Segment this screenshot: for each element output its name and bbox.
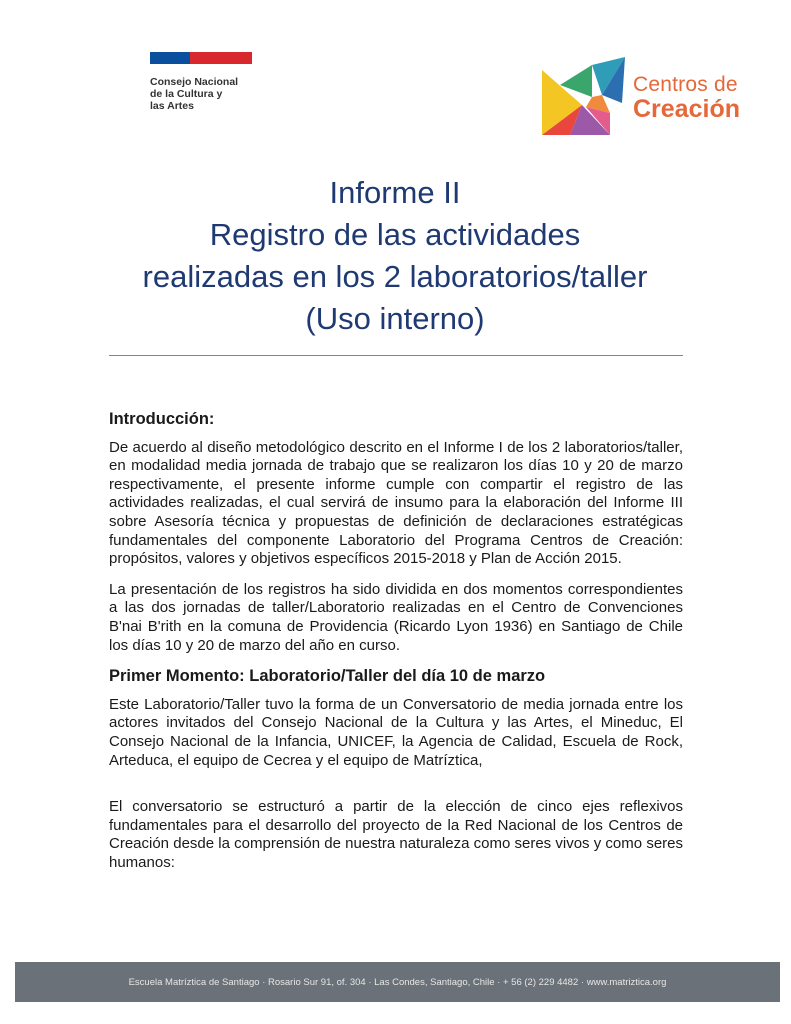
title-line-1: Informe II: [329, 175, 461, 210]
moment-paragraph-2: El conversatorio se estructuró a partir de la elección de cinco ejes reflexivos fundamentales para el desarrollo del proyecto de la Red Nacional de los Centros de Creación desde la comprensión de nuestra naturaleza como seres vivos y como seres humanos:: [109, 798, 683, 871]
intro-heading: Introducción:: [109, 410, 215, 428]
moment-paragraph-1: Este Laboratorio/Taller tuvo la forma de un Conversatorio de media jornada entre los actores invitados del Consejo Nacional de la Cultura y las Artes, el Mineduc, El Consejo Nacional de la Infancia, UNICEF, la Agencia de Calidad, Escuela de Rock, Arteduca, el equipo de Cecrea y el equipo de Matríztica,: [109, 695, 683, 769]
moment-heading: Primer Momento: Laboratorio/Taller del día 10 de marzo: [109, 667, 546, 686]
cnca-logo: [150, 52, 260, 112]
tangram-icon: [540, 55, 630, 140]
document-title: [100, 172, 690, 340]
footer-address: Escuela Matríztica de Santiago · Rosario Sur 91, of. 304 · Las Condes, Santiago, Chile · + 56 (2) 229 4482 · www.matriztica.org: [128, 976, 667, 988]
document-body: [109, 410, 683, 884]
footer-bar: [15, 962, 780, 1002]
creacion-label: Creación: [633, 95, 740, 123]
title-line-2: Registro de las actividades: [209, 217, 581, 252]
title-divider: [109, 355, 683, 356]
centros-de-creacion-logo: [540, 55, 750, 140]
intro-paragraph-1: De acuerdo al diseño metodológico descrito en el Informe I de los 2 laboratorios/taller, en modalidad media jornada de trabajo que se realizaron los días 10 y 20 de marzo respectivamente, el presente informe cumple con compartir el registro de las actividades realizadas, el cual servirá de insumo para la elaboración del Informe III sobre Asesoría técnica y propuestas de definición de declaraciones estratégicas fundamentales del componente Laboratorio del Programa Centros de Creación: propósitos, valores y objetivos específicos 2015-2018 y Plan de Acción 2015.: [109, 438, 683, 568]
flag-bar: [150, 52, 252, 64]
centros-de-label: Centros de: [633, 73, 738, 96]
title-line-3: realizadas en los 2 laboratorios/taller: [142, 259, 648, 294]
title-line-4: (Uso interno): [305, 301, 485, 336]
intro-paragraph-2: La presentación de los registros ha sido dividida en dos momentos correspondientes a las dos jornadas de taller/Laboratorio realizadas en el Centro de Convenciones B'nai B'rith en la comuna de Providencia (Ricardo Lyon 1936) en Santiago de Chile los días 10 y 20 de marzo del año en curso.: [109, 580, 683, 654]
cnca-name: Consejo Nacional de la Cultura y las Artes: [150, 76, 239, 112]
